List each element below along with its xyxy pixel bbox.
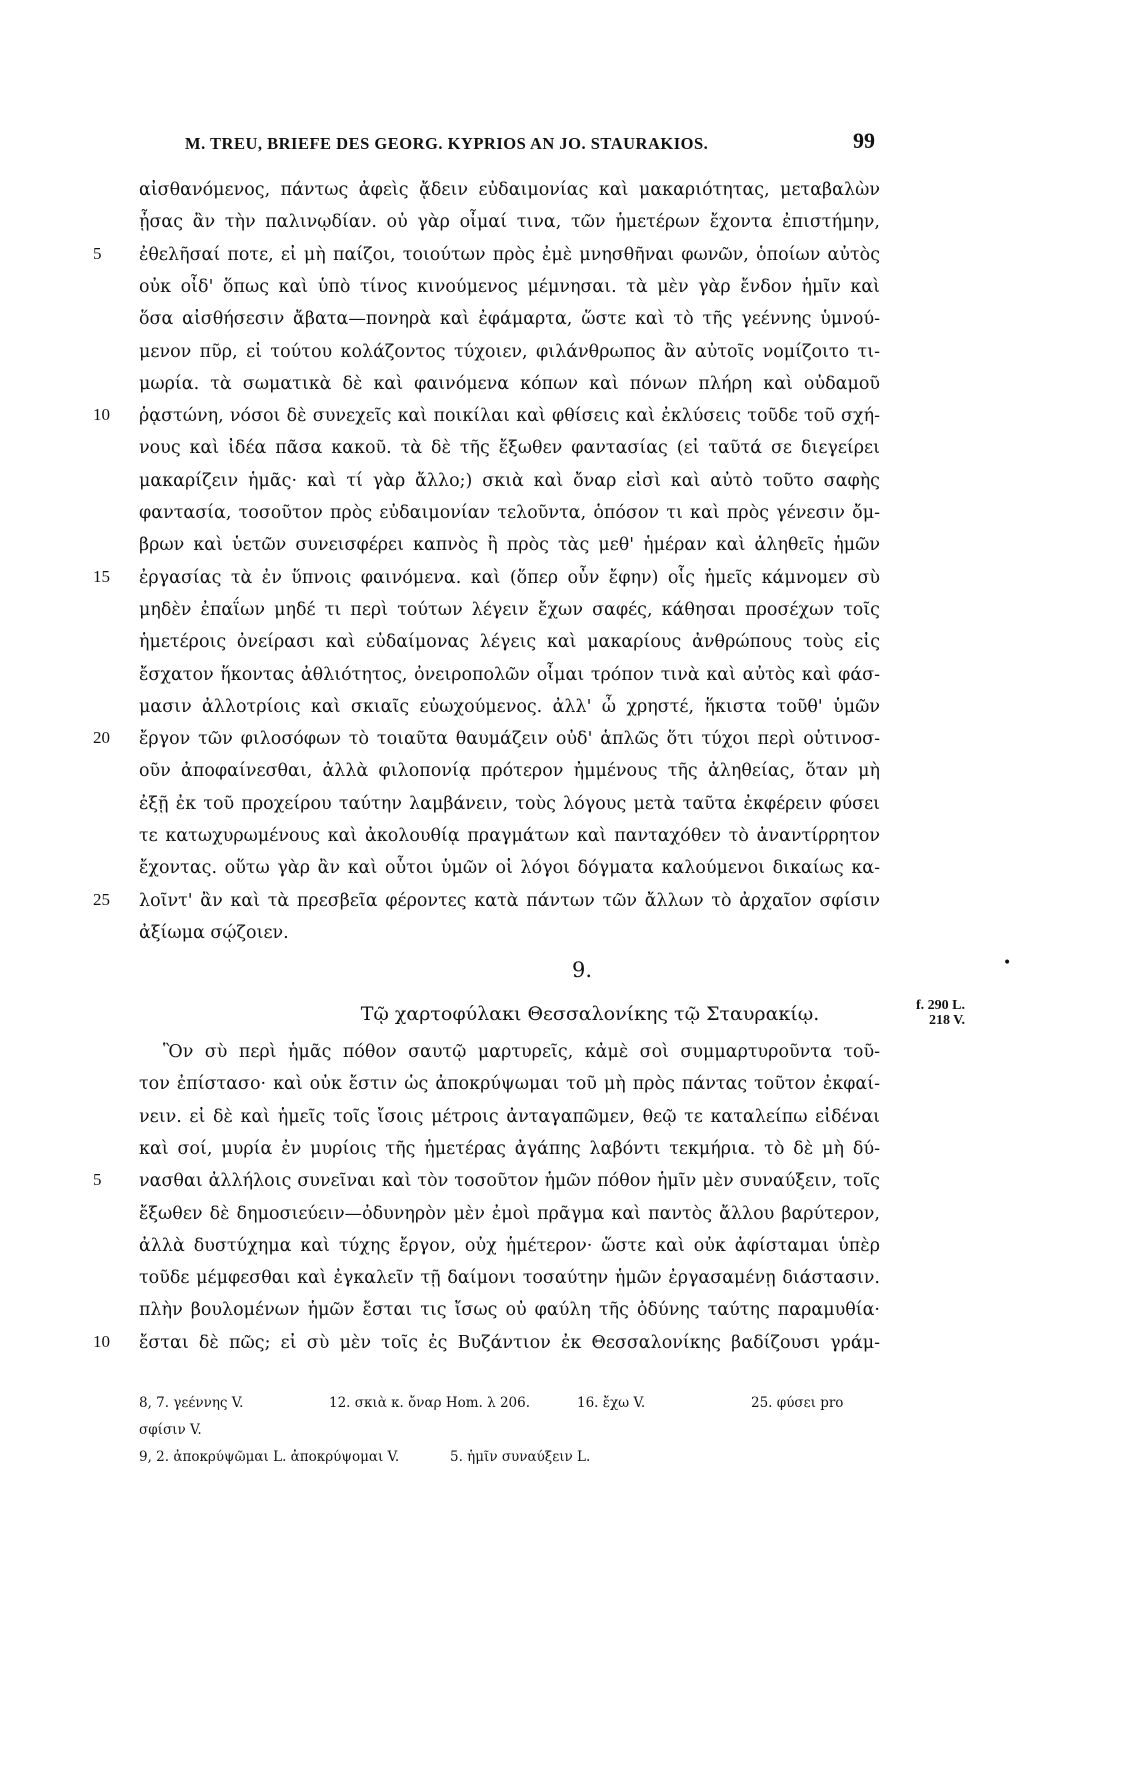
text-line: [0, 887, 1140, 917]
line-text: πλὴν βουλομένων ἡμῶν ἔσται τις ἴσως οὐ φαύλη τῆς ὀδύνης ταύτης παραμυθία·: [139, 1300, 880, 1321]
text-line: [0, 1296, 1140, 1326]
footnote-line: [139, 1449, 880, 1476]
line-text: νασθαι ἀλλήλοις συνεῖναι καὶ τὸν τοσοῦτον ἡμῶν πόθον ἡμῖν μὲν συναύξειν, τοῖς: [139, 1171, 880, 1192]
text-line: [0, 1070, 1140, 1100]
text-line: [0, 1038, 1140, 1068]
line-text: λοῖντ' ἂν καὶ τὰ πρεσβεῖα φέροντες κατὰ πάντων τῶν ἄλλων τὸ ἀρχαῖον σφίσιν: [139, 890, 880, 911]
line-number: 15: [93, 566, 110, 586]
footnote-entry: 9, 2. ἀποκρύψῶμαι L. ἀποκρύψομαι V.: [139, 1449, 400, 1465]
margin-dot: •: [1003, 955, 1012, 971]
text-line: [0, 854, 1140, 884]
footnote-entry: 16. ἔχω V.: [577, 1395, 646, 1411]
critical-apparatus: [139, 1395, 880, 1476]
text-line: [0, 661, 1140, 691]
text-line: [0, 628, 1140, 658]
line-number: 25: [93, 889, 110, 909]
line-number: 5: [93, 1170, 102, 1190]
text-line: [0, 338, 1140, 368]
line-text: ἔξωθεν δὲ δημοσιεύειν—ὀδυνηρὸν μὲν ἐμοὶ πρᾶγμα καὶ παντὸς ἄλλου βαρύτερον,: [139, 1203, 880, 1224]
manuscript-reference: [905, 998, 965, 1028]
line-text: μασιν ἀλλοτρίοις καὶ σκιαῖς εὐωχούμενος. ἀλλ' ὦ χρηστέ, ἥκιστα τοῦθ' ὑμῶν: [139, 696, 880, 717]
footnote-entry: 25. φύσει pro: [751, 1395, 844, 1411]
line-text: ἐργασίας τὰ ἐν ὕπνοις φαινόμενα. καὶ (ὅπερ οὖν ἔφην) οἷς ἡμεῖς κάμνομεν σὺ: [139, 567, 880, 588]
text-line: [0, 822, 1140, 852]
line-number: 10: [93, 405, 110, 425]
line-text: νους καὶ ἰδέα πᾶσα κακοῦ. τὰ δὲ τῆς ἔξωθεν φαντασίας (εἰ ταῦτά σε διεγείρει: [139, 438, 880, 459]
footnote-entry: 8, 7. γεέννης V.: [139, 1395, 244, 1411]
text-line: [0, 208, 1140, 238]
line-text: ἡμετέροις ὀνείρασι καὶ εὐδαίμονας λέγεις καὶ μακαρίους ἀνθρώπους τοὺς εἰς: [139, 632, 880, 653]
text-line: [0, 1329, 1140, 1359]
line-text: ἀλλὰ δυστύχημα καὶ τύχης ἔργον, οὐχ ἡμέτερον· ὥστε καὶ οὐκ ἀφίσταμαι ὑπὲρ: [139, 1235, 880, 1256]
line-text: ἔχοντας. οὕτω γὰρ ἂν καὶ οὗτοι ὑμῶν οἱ λόγοι δόγματα καλούμενοι δικαίως κα-: [139, 858, 880, 879]
footnote-line: [139, 1422, 880, 1449]
line-text: αἰσθανόμενος, πάντως ἀφεὶς ᾄδειν εὐδαιμονίας καὶ μακαριότητας, μεταβαλὼν: [139, 180, 880, 200]
line-number: 20: [93, 728, 110, 748]
text-line: [0, 1200, 1140, 1230]
line-text: βρων καὶ ὑετῶν συνεισφέρει καπνὸς ἢ πρὸς τὰς μεθ' ἡμέραν καὶ ἀληθεῖς ἡμῶν: [139, 535, 880, 556]
line-text: ἀξίωμα σῴζοιεν.: [139, 922, 289, 943]
line-text: νειν. εἰ δὲ καὶ ἡμεῖς τοῖς ἴσοις μέτροις ἀνταγαπῶμεν, θεῷ τε καταλείπω εἰδέναι: [139, 1106, 880, 1127]
text-line: [0, 790, 1140, 820]
line-text: μηδὲν ἐπαΐων μηδέ τι περὶ τούτων λέγειν ἔχων σαφές, κάθησαι προσέχων τοῖς: [139, 599, 880, 620]
line-text: μωρία. τὰ σωματικὰ δὲ καὶ φαινόμενα κόπων καὶ πόνων πλήρη καὶ οὐδαμοῦ: [139, 373, 880, 394]
line-text: Ὃν σὺ περὶ ἡμᾶς πόθον σαυτῷ μαρτυρεῖς, κἀμὲ σοὶ συμμαρτυροῦντα τοῦ-: [163, 1042, 880, 1062]
text-line: [0, 725, 1140, 755]
footnote-entry: σφίσιν V.: [139, 1422, 202, 1438]
text-line: [0, 402, 1140, 432]
text-line: [0, 531, 1140, 561]
text-line: [0, 564, 1140, 594]
line-text: ἐθελῆσαί ποτε, εἰ μὴ παίζοι, τοιούτων πρὸς ἐμὲ μνησθῆναι φωνῶν, ὁποίων αὐτὸς: [139, 244, 880, 265]
line-text: ἔργον τῶν φιλοσόφων τὸ τοιαῦτα θαυμάζειν οὐδ' ἁπλῶς ὅτι τύχοι περὶ οὑτινοσ-: [139, 729, 880, 750]
line-text: τοῦδε μέμφεσθαι καὶ ἐγκαλεῖν τῇ δαίμονι τοσαύτην ἡμῶν ἐργασαμένῃ διάστασιν.: [139, 1268, 880, 1289]
footnote-line: [139, 1395, 880, 1422]
running-title: M. TREU, BRIEFE DES GEORG. KYPRIOS AN JO. STAURAKIOS.: [185, 134, 709, 153]
line-text: ἐξῇ ἐκ τοῦ προχείρου ταύτην λαμβάνειν, τοὺς λόγους μετὰ ταῦτα ἐκφέρειν φύσει: [139, 793, 880, 814]
text-line: [0, 596, 1140, 626]
text-line: [0, 1135, 1140, 1165]
text-line: [0, 1264, 1140, 1294]
text-line: [0, 919, 1140, 949]
line-text: φαντασία, τοσοῦτον πρὸς εὐδαιμονίαν τελοῦντα, ὁπόσον τι καὶ πρὸς γένεσιν ὄμ-: [139, 503, 880, 523]
text-line: [0, 1103, 1140, 1133]
text-line: [0, 757, 1140, 787]
line-text: οῦν ἀποφαίνεσθαι, ἀλλὰ φιλοπονίᾳ πρότερον ἠμμένους τῆς ἀληθείας, ὅταν μὴ: [139, 761, 880, 782]
line-text: καὶ σοί, μυρία ἐν μυρίοις τῆς ἡμετέρας ἀγάπης λαβόντι τεκμήρια. τὸ δὲ μὴ δύ-: [139, 1138, 880, 1159]
line-text: οὐκ οἶδ' ὅπως καὶ ὑπὸ τίνος κινούμενος μέμνησαι. τὰ μὲν γὰρ ἔνδον ἡμῖν καὶ: [139, 276, 880, 297]
text-line: [0, 176, 1140, 206]
text-line: [0, 1232, 1140, 1262]
line-text: ῥᾳστώνη, νόσοι δὲ συνεχεῖς καὶ ποικίλαι καὶ φθίσεις καὶ ἐκλύσεις τοῦδε τοῦ σχή-: [139, 406, 880, 427]
line-text: τε κατωχυρωμένους καὶ ἀκολουθίᾳ πραγμάτων καὶ πανταχόθεν τὸ ἀναντίρρητον: [139, 826, 880, 846]
text-line: [0, 499, 1140, 529]
text-line: [0, 1167, 1140, 1197]
line-text: ὅσα αἰσθήσεσιν ἄβατα—πονηρὰ καὶ ἐφάμαρτα, ὥστε καὶ τὸ τῆς γεέννης ὑμνού-: [139, 309, 880, 330]
manuscript-reference-l: f. 290 L.: [916, 998, 965, 1013]
line-text: τον ἐπίστασο· καὶ οὐκ ἔστιν ὡς ἀποκρύψωμαι τοῦ μὴ πρὸς πάντας τοῦτον ἐκφαί-: [139, 1074, 880, 1095]
letter-title: Τῷ χαρτοφύλακι Θεσσαλονίκης τῷ Σταυρακίῳ.: [360, 1003, 820, 1025]
line-number: 5: [93, 243, 102, 263]
text-line: [0, 241, 1140, 271]
line-number: 10: [93, 1331, 110, 1351]
text-line: [0, 693, 1140, 723]
letter-number: 9.: [571, 958, 593, 982]
text-line: [0, 305, 1140, 335]
line-text: ἔσχατον ἥκοντας ἀθλιότητος, ὀνειροπολῶν οἶμαι τρόπον τινὰ καὶ αὐτὸς καὶ φάσ-: [139, 664, 880, 685]
footnote-entry: 12. σκιὰ κ. ὄναρ Hom. λ 206.: [329, 1395, 531, 1411]
manuscript-reference-v: 218 V.: [928, 1013, 965, 1028]
line-text: ᾖσας ἂν τὴν παλινῳδίαν. οὐ γὰρ οἶμαί τινα, τῶν ἡμετέρων ἔχοντα ἐπιστήμην,: [139, 212, 880, 233]
text-line: [0, 370, 1140, 400]
line-text: μενον πῦρ, εἰ τούτου κολάζοντος τύχοιεν, φιλάνθρωπος ἂν αὐτοῖς νομίζοιτο τι-: [139, 341, 880, 362]
line-text: ἔσται δὲ πῶς; εἰ σὺ μὲν τοῖς ἐς Βυζάντιον ἐκ Θεσσαλονίκης βαδίζουσι γράμ-: [139, 1332, 880, 1353]
text-line: [0, 434, 1140, 464]
page-number: 99: [853, 128, 875, 153]
line-text: μακαρίζειν ἡμᾶς· καὶ τί γὰρ ἄλλο;) σκιὰ καὶ ὄναρ εἰσὶ καὶ αὐτὸ τοῦτο σαφὴς: [139, 470, 880, 491]
running-header: [185, 128, 875, 164]
footnote-entry: 5. ἡμῖν συναύξειν L.: [450, 1449, 591, 1465]
text-line: [0, 273, 1140, 303]
text-line: [0, 467, 1140, 497]
